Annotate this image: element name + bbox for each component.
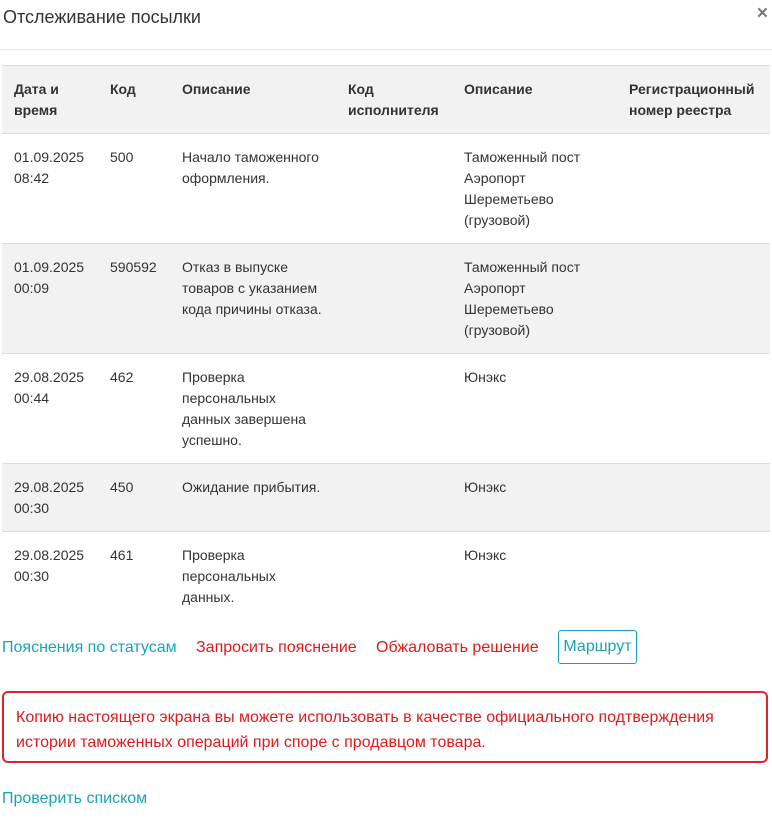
appeal-decision-link[interactable]: Обжаловать решение [376, 639, 539, 656]
table-row [2, 244, 770, 354]
header-description: Описание [170, 66, 336, 134]
cell-description: Проверка персональных данных. [170, 532, 336, 621]
tracking-table [2, 65, 770, 620]
cell-executor-code [336, 464, 452, 532]
cell-date: 01.09.2025 08:42 [2, 134, 98, 244]
table-row [2, 134, 770, 244]
close-icon[interactable]: × [756, 3, 768, 24]
table-row [2, 354, 770, 464]
cell-code: 461 [98, 532, 170, 621]
header-date: Дата и время [2, 66, 98, 134]
cell-code: 450 [98, 464, 170, 532]
cell-registry-number [617, 464, 770, 532]
modal-title: Отслеживание посылки [3, 7, 201, 27]
cell-executor-code [336, 532, 452, 621]
cell-description: Начало таможенного оформления. [170, 134, 336, 244]
request-explanation-link[interactable]: Запросить пояснение [196, 639, 357, 656]
cell-date: 01.09.2025 00:09 [2, 244, 98, 354]
cell-code: 500 [98, 134, 170, 244]
header-executor-code: Код исполнителя [336, 66, 452, 134]
cell-date: 29.08.2025 00:30 [2, 532, 98, 621]
cell-executor-code [336, 134, 452, 244]
cell-description-2: Юнэкс [452, 354, 617, 464]
cell-description: Ожидание прибытия. [170, 464, 336, 532]
modal-header [0, 0, 772, 50]
cell-date: 29.08.2025 00:44 [2, 354, 98, 464]
cell-description: Отказ в выпуске товаров с указанием кода причины отказа. [170, 244, 336, 354]
cell-description: Проверка персональных данных завершена успешно. [170, 354, 336, 464]
check-list-link[interactable]: Проверить списком [2, 790, 148, 807]
status-explanations-link[interactable]: Пояснения по статусам [2, 639, 177, 656]
header-description-2: Описание [452, 66, 617, 134]
cell-executor-code [336, 244, 452, 354]
route-button[interactable]: Маршрут [558, 630, 637, 664]
official-copy-notice: Копию настоящего экрана вы можете использовать в качестве официального подтверждения истории таможенных операций при споре с продавцом товара. [2, 691, 768, 763]
table-header-row [2, 66, 770, 134]
cell-description-2: Таможенный пост Аэропорт Шереметьево (грузовой) [452, 134, 617, 244]
table-row [2, 464, 770, 532]
header-code: Код [98, 66, 170, 134]
cell-code: 590592 [98, 244, 170, 354]
table-row [2, 532, 770, 621]
cell-registry-number [617, 354, 770, 464]
cell-registry-number [617, 532, 770, 621]
cell-description-2: Таможенный пост Аэропорт Шереметьево (грузовой) [452, 244, 617, 354]
cell-registry-number [617, 134, 770, 244]
header-registry-number: Регистрационный номер реестра [617, 66, 770, 134]
cell-code: 462 [98, 354, 170, 464]
cell-date: 29.08.2025 00:30 [2, 464, 98, 532]
cell-registry-number [617, 244, 770, 354]
cell-description-2: Юнэкс [452, 532, 617, 621]
cell-description-2: Юнэкс [452, 464, 617, 532]
cell-executor-code [336, 354, 452, 464]
